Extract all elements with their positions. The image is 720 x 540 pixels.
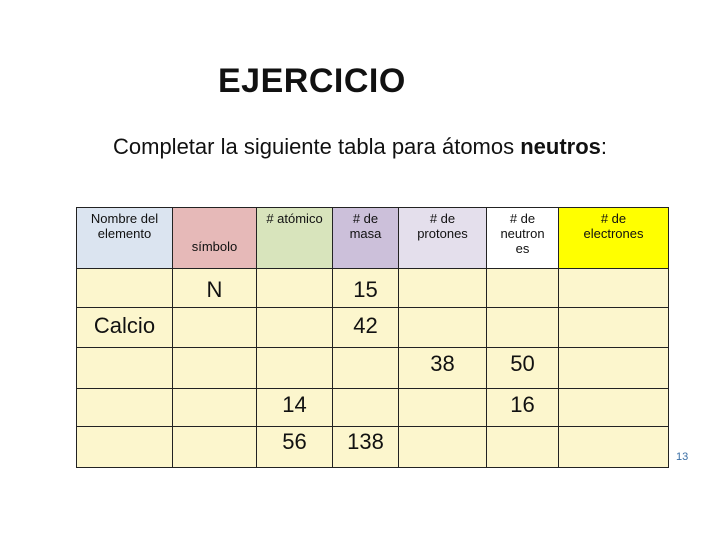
table-row — [77, 269, 669, 308]
table-cell[interactable] — [487, 308, 559, 348]
table-cell[interactable] — [173, 389, 257, 427]
table-cell[interactable] — [173, 348, 257, 389]
table-row — [77, 389, 669, 427]
header-protons: # de protones — [399, 208, 487, 269]
table-cell[interactable] — [333, 348, 399, 389]
header-electrons: # de electrones — [559, 208, 669, 269]
emphasis-word: neutros — [520, 134, 601, 159]
table-cell[interactable] — [77, 427, 173, 468]
table-cell[interactable] — [487, 269, 559, 308]
table-header-row — [77, 208, 669, 269]
header-mass-number: # de masa — [333, 208, 399, 269]
table-cell[interactable]: 14 — [257, 389, 333, 427]
table-cell[interactable]: Calcio — [77, 308, 173, 348]
table-cell[interactable] — [559, 308, 669, 348]
exercise-title: EJERCICIO — [218, 62, 406, 100]
table-cell[interactable] — [559, 389, 669, 427]
table-cell[interactable] — [399, 308, 487, 348]
table-cell[interactable]: 16 — [487, 389, 559, 427]
table-cell[interactable] — [77, 269, 173, 308]
table-cell[interactable]: 138 — [333, 427, 399, 468]
table-cell[interactable]: 50 — [487, 348, 559, 389]
table-cell[interactable] — [399, 389, 487, 427]
table-cell[interactable] — [399, 269, 487, 308]
table-cell[interactable]: 42 — [333, 308, 399, 348]
table-cell[interactable] — [173, 308, 257, 348]
table-cell[interactable] — [173, 427, 257, 468]
table-cell[interactable] — [257, 348, 333, 389]
header-symbol: símbolo — [173, 208, 257, 269]
page-number: 13 — [676, 451, 689, 463]
table-cell[interactable]: 15 — [333, 269, 399, 308]
table-cell[interactable]: N — [173, 269, 257, 308]
table-cell[interactable]: 38 — [399, 348, 487, 389]
header-neutrons: # de neutron es — [487, 208, 559, 269]
table-cell[interactable] — [257, 308, 333, 348]
table-cell[interactable] — [77, 389, 173, 427]
table-cell[interactable] — [333, 389, 399, 427]
table-cell[interactable] — [77, 348, 173, 389]
table-row — [77, 427, 669, 468]
atoms-table — [76, 207, 669, 468]
table-cell[interactable] — [559, 427, 669, 468]
table-row — [77, 348, 669, 389]
table-cell[interactable] — [559, 269, 669, 308]
table-cell[interactable] — [257, 269, 333, 308]
table-cell[interactable] — [559, 348, 669, 389]
instructions-text: Completar la siguiente tabla para átomos neutros: — [113, 134, 608, 159]
table-row — [77, 308, 669, 348]
header-atomic-number: # atómico — [257, 208, 333, 269]
table-cell[interactable] — [399, 427, 487, 468]
table-cell[interactable] — [487, 427, 559, 468]
table-cell[interactable]: 56 — [257, 427, 333, 468]
header-element-name: Nombre del elemento — [77, 208, 173, 269]
